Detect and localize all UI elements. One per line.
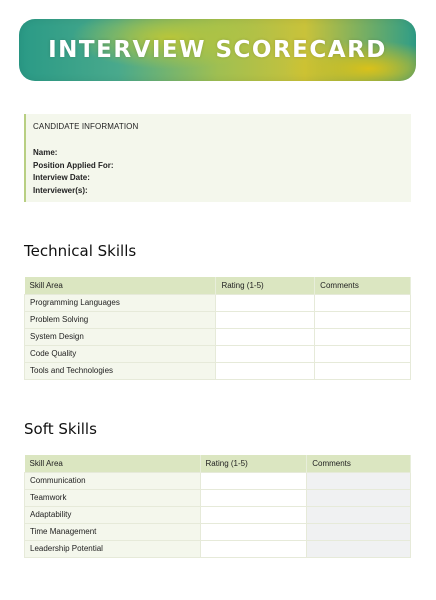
comments-cell[interactable]: [307, 489, 411, 506]
rating-cell[interactable]: [216, 362, 315, 379]
rating-cell[interactable]: [200, 489, 307, 506]
comments-cell[interactable]: [307, 540, 411, 557]
rating-cell[interactable]: [216, 311, 315, 328]
candidate-info-heading: CANDIDATE INFORMATION: [33, 122, 139, 131]
table-row: [25, 506, 411, 523]
column-header-comments: Comments: [315, 277, 411, 294]
comments-cell[interactable]: [307, 506, 411, 523]
page-title: INTERVIEW SCORECARD: [48, 37, 387, 63]
rating-cell[interactable]: [200, 523, 307, 540]
table-row: [25, 311, 411, 328]
comments-cell[interactable]: [307, 523, 411, 540]
table-row: [25, 294, 411, 311]
skill-label: Time Management: [25, 523, 201, 540]
skill-label: Leadership Potential: [25, 540, 201, 557]
column-header-rating: Rating (1-5): [200, 455, 307, 472]
skill-label: Teamwork: [25, 489, 201, 506]
column-header-rating: Rating (1-5): [216, 277, 315, 294]
skill-label: Code Quality: [25, 345, 216, 362]
rating-cell[interactable]: [200, 540, 307, 557]
technical-skills-table: [24, 277, 411, 380]
table-header-row: [25, 455, 411, 472]
column-header-skill-area: Skill Area: [25, 277, 216, 294]
rating-cell[interactable]: [200, 506, 307, 523]
comments-cell[interactable]: [315, 362, 411, 379]
field-position-label: Position Applied For:: [33, 160, 114, 170]
skill-label: Communication: [25, 472, 201, 489]
table-row: [25, 328, 411, 345]
comments-cell[interactable]: [315, 345, 411, 362]
skill-label: Tools and Technologies: [25, 362, 216, 379]
comments-cell[interactable]: [315, 294, 411, 311]
skill-label: Programming Languages: [25, 294, 216, 311]
rating-cell[interactable]: [200, 472, 307, 489]
skill-label: System Design: [25, 328, 216, 345]
title-banner: [19, 19, 416, 81]
column-header-skill-area: Skill Area: [25, 455, 201, 472]
table-header-row: [25, 277, 411, 294]
table-row: [25, 362, 411, 379]
field-interview-date-label: Interview Date:: [33, 173, 90, 182]
rating-cell[interactable]: [216, 328, 315, 345]
field-name-label: Name:: [33, 148, 58, 157]
table-row: [25, 345, 411, 362]
table-row: [25, 540, 411, 557]
rating-cell[interactable]: [216, 294, 315, 311]
soft-skills-heading: Soft Skills: [24, 420, 97, 438]
skill-label: Adaptability: [25, 506, 201, 523]
technical-skills-heading: Technical Skills: [24, 242, 137, 260]
comments-cell[interactable]: [315, 328, 411, 345]
field-interviewers-label: Interviewer(s):: [33, 185, 88, 195]
comments-cell[interactable]: [307, 472, 411, 489]
table-row: [25, 523, 411, 540]
comments-cell[interactable]: [315, 311, 411, 328]
soft-skills-table: [24, 455, 411, 558]
table-row: [25, 472, 411, 489]
skill-label: Problem Solving: [25, 311, 216, 328]
candidate-info-box: [24, 114, 411, 202]
table-row: [25, 489, 411, 506]
column-header-comments: Comments: [307, 455, 411, 472]
rating-cell[interactable]: [216, 345, 315, 362]
